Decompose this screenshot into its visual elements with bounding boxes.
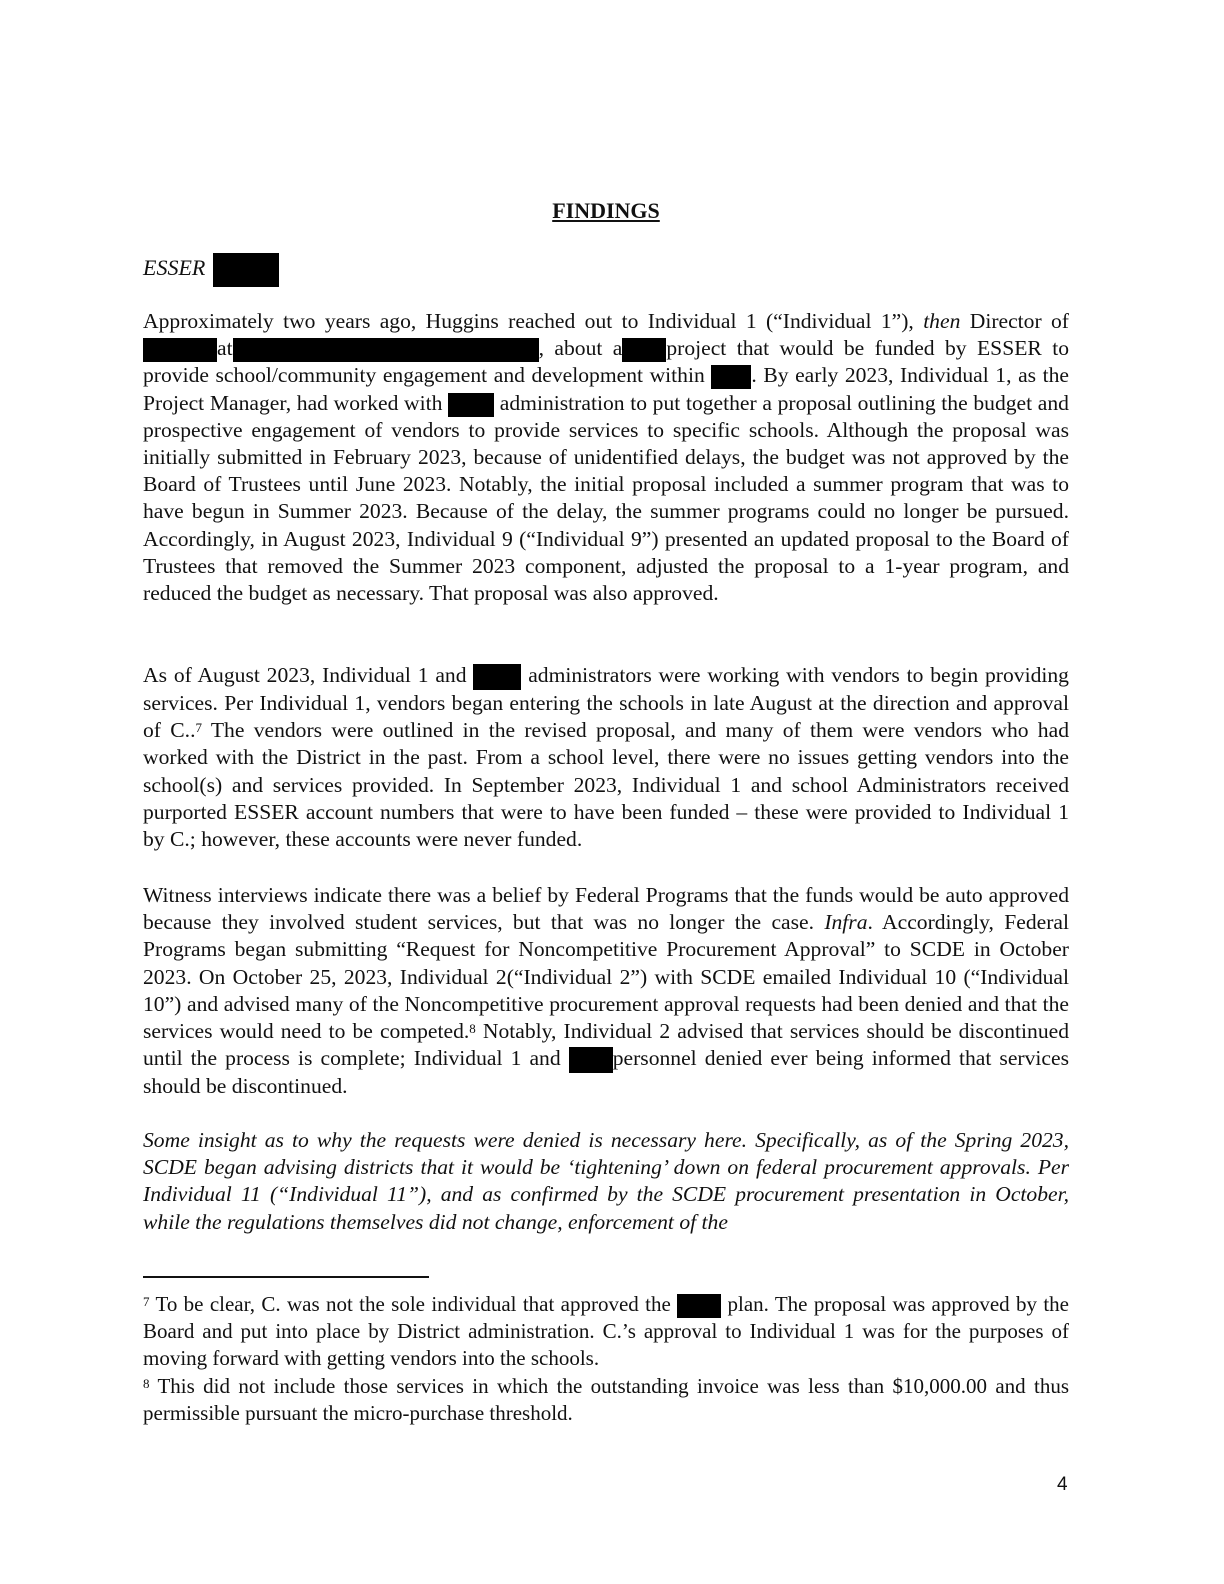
- footnote-7: [143, 1291, 1069, 1372]
- redaction-block: [448, 393, 494, 417]
- p1-text: , about a: [538, 336, 623, 361]
- footnote-ref-7[interactable]: 7: [195, 720, 202, 736]
- paragraph-3: [143, 882, 1069, 1100]
- redaction-block: [677, 1294, 721, 1318]
- p2-text: administrators were working with vendors to begin providing services. Per Individual 1, vendors began entering the schools in late August at the direction and approval of C..: [143, 663, 1069, 743]
- page-number: 4: [1057, 1474, 1068, 1495]
- redaction-block: [143, 338, 217, 362]
- p3-text: personnel denied ever being informed that services should be discontinued.: [143, 1046, 1069, 1099]
- p3-text: . Accordingly, Federal Programs began submitting “Request for Noncompetitive Procurement Approval” to SCDE in October 2023. On October 25, 2023, Individual 2(“Individual 2”) with SCDE emailed Individual 10 (“Individual 10”) and advised many of the Noncompetitive procurement approval requests had been denied and that the services would need to be competed.: [143, 910, 1069, 1044]
- paragraph-1: [143, 308, 1069, 607]
- footnote-text: This did not include those services in which the outstanding invoice was less than $10,000.00 and thus permissible pursuant the micro-purchase threshold.: [143, 1374, 1069, 1425]
- p1-text: Approximately two years ago, Huggins reached out to Individual 1 (“Individual 1”),: [143, 309, 924, 333]
- paragraph-2: [143, 662, 1069, 853]
- p1-text: . By early 2023, Individual 1, as the Project Manager, had worked with: [143, 363, 1070, 415]
- redaction-block: [622, 338, 666, 362]
- p1-text: Director of: [960, 309, 1069, 333]
- redaction-block: [473, 664, 521, 690]
- p1-emphasis: then: [923, 309, 961, 333]
- section-subheading: [143, 252, 279, 287]
- redaction-block: [233, 338, 539, 362]
- footnote-text: To be clear, C. was not the sole individual that approved the: [149, 1292, 671, 1316]
- p2-text: As of August 2023, Individual 1 and: [143, 663, 467, 687]
- footnote-separator: [143, 1276, 429, 1278]
- p2-text: The vendors were outlined in the revised proposal, and many of them were vendors who had worked with the District in the past. From a school level, there were no issues getting vendors into the school(s) and services provided. In September 2023, Individual 1 and school Administrators received purported ESSER account numbers that were to have been funded – these were provided to Individual 1 by C.; however, these accounts were never funded.: [143, 718, 1069, 852]
- footnote-number: 7: [143, 1294, 150, 1309]
- p3-text: Witness interviews indicate there was a belief by Federal Programs that the funds would be auto approved because they involved student services, but that was no longer the case.: [143, 883, 1069, 935]
- subheading-text: ESSER: [143, 255, 206, 280]
- footnote-number: 8: [143, 1376, 150, 1391]
- p1-text: at: [217, 336, 233, 361]
- p1-text: administration to put together a proposal outlining the budget and prospective engagement of vendors to provide services to specific schools. Although the proposal was initially submitted in February 2023, because of unidentified delays, the budget was not approved by the Board of Trustees until June 2023. Notably, the initial proposal included a summer program that was to have begun in Summer 2023. Because of the delay, the summer programs could no longer be pursued. Accordingly, in August 2023, Individual 9 (“Individual 9”) presented an updated proposal to the Board of Trustees that removed the Summer 2023 component, adjusted the proposal to a 1-year program, and reduced the budget as necessary. That proposal was also approved.: [143, 390, 1069, 606]
- redaction-block: [213, 253, 279, 287]
- p1-text: project that would be funded by ESSER to provide school/community engagement and development within: [143, 336, 1069, 388]
- page-heading: FINDINGS: [552, 198, 660, 223]
- redaction-block: [711, 365, 751, 389]
- footnote-8: [143, 1373, 1069, 1427]
- p3-emphasis: Infra: [824, 910, 868, 935]
- redaction-block: [569, 1047, 613, 1073]
- p3-text: Notably, Individual 2 advised that services should be discontinued until the process is complete; Individual 1 and: [143, 1019, 1069, 1071]
- footnote-text: plan. The proposal was approved by the Board and put into place by District administration. C.’s approval to Individual 1 was for the purposes of moving forward with getting vendors into the schools.: [143, 1292, 1069, 1371]
- footnote-ref-8[interactable]: 8: [469, 1021, 476, 1037]
- paragraph-4-italic: Some insight as to why the requests were denied is necessary here. Specifically, as of the Spring 2023, SCDE began advising districts that it would be ‘tightening’ down on federal procurement approvals. Per Individual 11 (“Individual 11”), and as confirmed by the SCDE procurement presentation in October, while the regulations themselves did not change, enforcement of the: [143, 1128, 1069, 1234]
